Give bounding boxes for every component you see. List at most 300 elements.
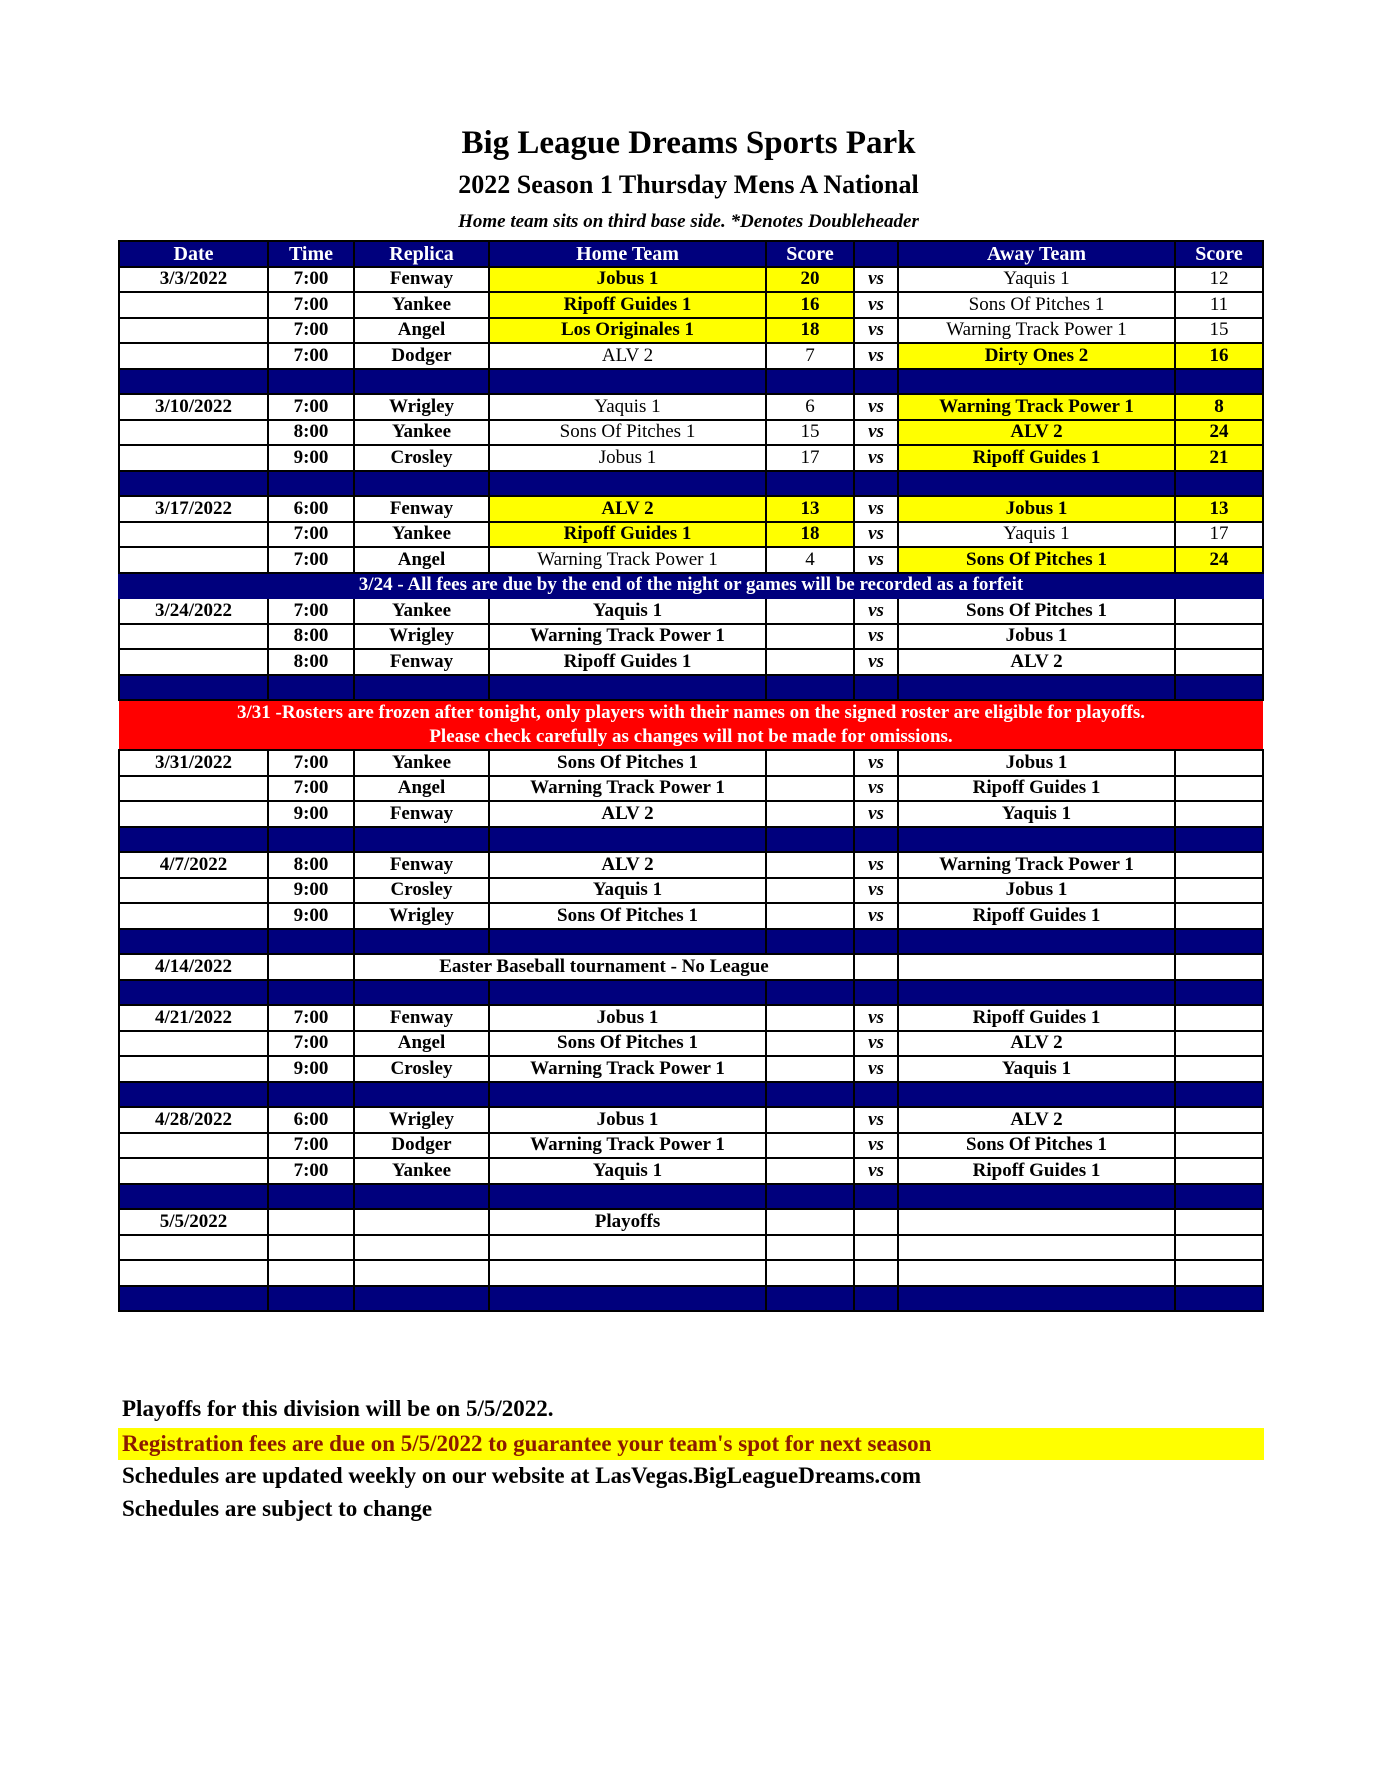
time-cell: 9:00 (268, 1056, 354, 1082)
away-score-cell (1175, 1005, 1263, 1031)
replica-cell: Angel (354, 547, 489, 573)
home-score-cell (766, 1133, 854, 1159)
spacer-cell (766, 980, 854, 1006)
away-team-cell: Jobus 1 (898, 496, 1175, 522)
home-score-cell (766, 598, 854, 624)
time-cell: 8:00 (268, 852, 354, 878)
spacer-cell (119, 675, 268, 701)
time-cell: 7:00 (268, 1031, 354, 1057)
spacer-cell (766, 1082, 854, 1108)
fees-notice-row (119, 573, 1263, 599)
spacer-cell (766, 369, 854, 395)
away-team-cell: Yaquis 1 (898, 801, 1175, 827)
replica-cell: Crosley (354, 1056, 489, 1082)
spacer-cell (1175, 827, 1263, 853)
empty-cell (766, 1260, 854, 1286)
home-score-cell (766, 1031, 854, 1057)
away-score-cell (1175, 1158, 1263, 1184)
replica-cell: Crosley (354, 878, 489, 904)
vs-cell: vs (854, 292, 898, 318)
empty-cell (268, 1260, 354, 1286)
home-score-cell: 18 (766, 522, 854, 548)
page-subtitle: 2022 Season 1 Thursday Mens A National (458, 170, 919, 199)
empty-cell (766, 1209, 854, 1235)
away-score-cell (1175, 878, 1263, 904)
spacer-cell (898, 980, 1175, 1006)
vs-cell: vs (854, 343, 898, 369)
empty-cell (1175, 1235, 1263, 1261)
footer-subject-to-change: Schedules are subject to change (122, 1496, 433, 1521)
home-score-cell (766, 801, 854, 827)
date-cell: 4/14/2022 (119, 954, 268, 980)
date-cell (119, 547, 268, 573)
spacer-cell (898, 369, 1175, 395)
date-cell: 3/17/2022 (119, 496, 268, 522)
replica-cell: Fenway (354, 852, 489, 878)
spacer-cell (1175, 369, 1263, 395)
away-team-cell: Warning Track Power 1 (898, 318, 1175, 344)
column-header-away-score: Score (1175, 241, 1263, 267)
spacer-cell (268, 369, 354, 395)
time-cell: 8:00 (268, 624, 354, 650)
away-team-cell: Yaquis 1 (898, 522, 1175, 548)
empty-cell (854, 1235, 898, 1261)
date-cell (119, 445, 268, 471)
home-score-cell: 15 (766, 420, 854, 446)
page-title: Big League Dreams Sports Park (461, 125, 916, 161)
spacer-row (119, 1184, 1263, 1210)
home-score-cell (766, 1005, 854, 1031)
home-team-cell: Jobus 1 (489, 267, 766, 293)
time-cell: 7:00 (268, 267, 354, 293)
home-score-cell (766, 878, 854, 904)
away-score-cell: 17 (1175, 522, 1263, 548)
empty-cell (119, 1235, 268, 1261)
spacer-row (119, 1286, 1263, 1312)
rosters-notice-line1: 3/31 -Rosters are frozen after tonight, only players with their names on the signed roster are eligible for playoffs. (119, 700, 1263, 725)
no-league-note: Easter Baseball tournament - No League (354, 954, 854, 980)
home-team-cell: Jobus 1 (489, 1005, 766, 1031)
away-team-cell: Yaquis 1 (898, 1056, 1175, 1082)
home-team-cell: Ripoff Guides 1 (489, 292, 766, 318)
spacer-cell (489, 827, 766, 853)
spacer-cell (268, 929, 354, 955)
time-cell: 7:00 (268, 343, 354, 369)
home-team-cell: ALV 2 (489, 852, 766, 878)
away-team-cell: ALV 2 (898, 649, 1175, 675)
replica-cell: Fenway (354, 801, 489, 827)
replica-cell: Dodger (354, 343, 489, 369)
home-score-cell: 20 (766, 267, 854, 293)
empty-cell (898, 1235, 1175, 1261)
spacer-cell (854, 1082, 898, 1108)
spacer-cell (268, 1286, 354, 1312)
home-team-cell: Warning Track Power 1 (489, 547, 766, 573)
away-team-cell: Warning Track Power 1 (898, 852, 1175, 878)
vs-cell: vs (854, 649, 898, 675)
date-cell (119, 1133, 268, 1159)
replica-cell: Yankee (354, 292, 489, 318)
home-score-cell: 7 (766, 343, 854, 369)
away-score-cell: 24 (1175, 420, 1263, 446)
date-cell: 3/3/2022 (119, 267, 268, 293)
date-cell (119, 649, 268, 675)
home-score-cell (766, 1107, 854, 1133)
home-team-cell: Sons Of Pitches 1 (489, 750, 766, 776)
game-row (119, 1005, 1263, 1031)
home-team-cell: Warning Track Power 1 (489, 776, 766, 802)
spacer-cell (854, 827, 898, 853)
away-team-cell: Jobus 1 (898, 624, 1175, 650)
home-team-cell: Yaquis 1 (489, 394, 766, 420)
vs-cell: vs (854, 903, 898, 929)
spacer-cell (119, 980, 268, 1006)
replica-cell: Dodger (354, 1133, 489, 1159)
empty-cell (489, 1235, 766, 1261)
away-score-cell (1175, 750, 1263, 776)
game-row (119, 598, 1263, 624)
empty-cell (854, 1209, 898, 1235)
away-team-cell: Sons Of Pitches 1 (898, 292, 1175, 318)
spacer-cell (119, 1286, 268, 1312)
column-header-time: Time (268, 241, 354, 267)
time-cell: 7:00 (268, 750, 354, 776)
spacer-row (119, 471, 1263, 497)
vs-cell: vs (854, 267, 898, 293)
away-score-cell (1175, 1107, 1263, 1133)
away-score-cell (1175, 1133, 1263, 1159)
vs-cell: vs (854, 801, 898, 827)
empty-cell (354, 1260, 489, 1286)
date-cell: 3/31/2022 (119, 750, 268, 776)
time-cell: 7:00 (268, 522, 354, 548)
away-score-cell: 24 (1175, 547, 1263, 573)
vs-cell: vs (854, 445, 898, 471)
game-row (119, 522, 1263, 548)
empty-cell (1175, 1260, 1263, 1286)
spacer-cell (898, 1082, 1175, 1108)
spacer-cell (898, 1184, 1175, 1210)
home-team-cell: ALV 2 (489, 496, 766, 522)
date-cell (119, 343, 268, 369)
date-cell (119, 624, 268, 650)
home-team-cell: Warning Track Power 1 (489, 1133, 766, 1159)
date-cell (119, 801, 268, 827)
spacer-cell (268, 471, 354, 497)
game-row (119, 1031, 1263, 1057)
spacer-cell (898, 675, 1175, 701)
date-cell: 3/24/2022 (119, 598, 268, 624)
empty-cell (354, 1235, 489, 1261)
home-score-cell (766, 852, 854, 878)
replica-cell: Fenway (354, 1005, 489, 1031)
spacer-cell (354, 1184, 489, 1210)
replica-cell: Fenway (354, 649, 489, 675)
empty-cell (268, 1235, 354, 1261)
replica-cell: Wrigley (354, 903, 489, 929)
vs-cell: vs (854, 1133, 898, 1159)
replica-cell: Wrigley (354, 394, 489, 420)
spacer-cell (489, 980, 766, 1006)
spacer-cell (1175, 675, 1263, 701)
time-cell: 7:00 (268, 1133, 354, 1159)
away-score-cell (1175, 624, 1263, 650)
replica-cell: Yankee (354, 522, 489, 548)
replica-cell: Fenway (354, 267, 489, 293)
away-score-cell (1175, 1056, 1263, 1082)
playoffs-row (119, 1209, 1263, 1235)
spacer-cell (854, 369, 898, 395)
home-score-cell: 6 (766, 394, 854, 420)
spacer-cell (1175, 929, 1263, 955)
home-team-cell: Yaquis 1 (489, 878, 766, 904)
header-row (119, 241, 1263, 267)
vs-cell: vs (854, 878, 898, 904)
time-cell: 6:00 (268, 496, 354, 522)
game-row (119, 1107, 1263, 1133)
game-row (119, 318, 1263, 344)
time-cell: 9:00 (268, 903, 354, 929)
vs-cell: vs (854, 1107, 898, 1133)
home-score-cell (766, 624, 854, 650)
spacer-cell (854, 980, 898, 1006)
spacer-cell (268, 980, 354, 1006)
spacer-cell (1175, 471, 1263, 497)
spacer-cell (354, 369, 489, 395)
time-cell: 9:00 (268, 801, 354, 827)
footer-playoffs: Playoffs for this division will be on 5/5/2022. (122, 1396, 554, 1421)
empty-row (119, 1260, 1263, 1286)
vs-cell: vs (854, 624, 898, 650)
column-header-date: Date (119, 241, 268, 267)
footer-registration: Registration fees are due on 5/5/2022 to guarantee your team's spot for next season (118, 1428, 1264, 1460)
replica-cell: Angel (354, 776, 489, 802)
game-row (119, 292, 1263, 318)
away-team-cell: Ripoff Guides 1 (898, 903, 1175, 929)
time-cell: 9:00 (268, 878, 354, 904)
away-score-cell (1175, 903, 1263, 929)
away-team-cell: Dirty Ones 2 (898, 343, 1175, 369)
replica-cell: Yankee (354, 598, 489, 624)
vs-cell: vs (854, 522, 898, 548)
vs-cell: vs (854, 1158, 898, 1184)
replica-cell: Angel (354, 1031, 489, 1057)
date-cell: 4/28/2022 (119, 1107, 268, 1133)
away-team-cell: Sons Of Pitches 1 (898, 1133, 1175, 1159)
away-team-cell: ALV 2 (898, 1107, 1175, 1133)
home-score-cell (766, 903, 854, 929)
time-cell: 7:00 (268, 598, 354, 624)
time-cell: 8:00 (268, 649, 354, 675)
away-score-cell (1175, 852, 1263, 878)
home-team-cell: Jobus 1 (489, 445, 766, 471)
date-cell (119, 903, 268, 929)
spacer-cell (119, 1184, 268, 1210)
no-league-row (119, 954, 1263, 980)
empty-cell (854, 1260, 898, 1286)
home-team-cell: Yaquis 1 (489, 598, 766, 624)
spacer-cell (766, 827, 854, 853)
replica-cell: Wrigley (354, 1107, 489, 1133)
date-cell (119, 318, 268, 344)
date-cell: 5/5/2022 (119, 1209, 268, 1235)
replica-cell: Yankee (354, 750, 489, 776)
rosters-notice-row (119, 725, 1263, 750)
spacer-cell (354, 980, 489, 1006)
home-score-cell (766, 1158, 854, 1184)
vs-cell: vs (854, 852, 898, 878)
spacer-cell (119, 471, 268, 497)
spacer-row (119, 675, 1263, 701)
spacer-cell (766, 471, 854, 497)
home-score-cell: 13 (766, 496, 854, 522)
game-row (119, 496, 1263, 522)
spacer-cell (854, 1286, 898, 1312)
spacer-row (119, 369, 1263, 395)
spacer-cell (854, 471, 898, 497)
column-header-away-team: Away Team (898, 241, 1175, 267)
home-score-cell: 18 (766, 318, 854, 344)
column-header-home-team: Home Team (489, 241, 766, 267)
game-row (119, 394, 1263, 420)
away-score-cell (1175, 954, 1263, 980)
home-team-cell: Sons Of Pitches 1 (489, 1031, 766, 1057)
empty-cell (489, 1260, 766, 1286)
home-team-cell: Sons Of Pitches 1 (489, 903, 766, 929)
time-cell: 8:00 (268, 420, 354, 446)
home-score-cell (766, 1056, 854, 1082)
home-team-cell: Ripoff Guides 1 (489, 649, 766, 675)
spacer-cell (119, 929, 268, 955)
game-row (119, 420, 1263, 446)
schedule-body (119, 267, 1263, 1312)
date-cell (119, 1031, 268, 1057)
spacer-cell (1175, 980, 1263, 1006)
home-score-cell (766, 776, 854, 802)
game-row (119, 903, 1263, 929)
empty-cell (898, 1260, 1175, 1286)
spacer-cell (489, 675, 766, 701)
spacer-cell (1175, 1286, 1263, 1312)
date-cell (119, 878, 268, 904)
date-cell: 4/7/2022 (119, 852, 268, 878)
game-row (119, 1056, 1263, 1082)
time-cell: 7:00 (268, 1005, 354, 1031)
away-score-cell: 8 (1175, 394, 1263, 420)
replica-cell: Angel (354, 318, 489, 344)
spacer-row (119, 929, 1263, 955)
spacer-cell (354, 471, 489, 497)
spacer-cell (854, 929, 898, 955)
spacer-cell (354, 827, 489, 853)
home-team-cell: Warning Track Power 1 (489, 624, 766, 650)
rosters-notice-row (119, 700, 1263, 725)
date-cell (119, 776, 268, 802)
time-cell: 6:00 (268, 1107, 354, 1133)
game-row (119, 776, 1263, 802)
game-row (119, 852, 1263, 878)
home-team-cell: Jobus 1 (489, 1107, 766, 1133)
spacer-cell (898, 827, 1175, 853)
spacer-cell (489, 369, 766, 395)
away-score-cell: 13 (1175, 496, 1263, 522)
home-team-cell: Los Originales 1 (489, 318, 766, 344)
game-row (119, 547, 1263, 573)
spacer-cell (119, 1082, 268, 1108)
spacer-cell (854, 675, 898, 701)
away-score-cell (1175, 649, 1263, 675)
home-score-cell: 17 (766, 445, 854, 471)
home-score-cell (766, 649, 854, 675)
date-cell: 4/21/2022 (119, 1005, 268, 1031)
away-score-cell (1175, 801, 1263, 827)
time-cell: 7:00 (268, 1158, 354, 1184)
spacer-cell (489, 1082, 766, 1108)
time-cell (268, 954, 354, 980)
vs-cell: vs (854, 394, 898, 420)
home-score-cell (766, 750, 854, 776)
spacer-cell (766, 1184, 854, 1210)
away-score-cell: 15 (1175, 318, 1263, 344)
time-cell: 7:00 (268, 318, 354, 344)
vs-cell: vs (854, 1005, 898, 1031)
spacer-cell (854, 1184, 898, 1210)
spacer-cell (119, 369, 268, 395)
empty-row (119, 1235, 1263, 1261)
away-score-cell: 12 (1175, 267, 1263, 293)
game-row (119, 1158, 1263, 1184)
spacer-cell (1175, 1082, 1263, 1108)
empty-cell (898, 1209, 1175, 1235)
away-team-cell: Sons Of Pitches 1 (898, 598, 1175, 624)
spacer-cell (268, 827, 354, 853)
vs-cell: vs (854, 420, 898, 446)
away-team-cell (898, 954, 1175, 980)
time-cell: 7:00 (268, 292, 354, 318)
home-team-cell: Warning Track Power 1 (489, 1056, 766, 1082)
replica-cell: Crosley (354, 445, 489, 471)
game-row (119, 649, 1263, 675)
spacer-cell (766, 1286, 854, 1312)
away-team-cell: ALV 2 (898, 420, 1175, 446)
replica-cell: Fenway (354, 496, 489, 522)
away-score-cell: 11 (1175, 292, 1263, 318)
replica-cell: Yankee (354, 420, 489, 446)
home-team-cell: Yaquis 1 (489, 1158, 766, 1184)
fees-notice: 3/24 - All fees are due by the end of the night or games will be recorded as a forfeit (119, 573, 1263, 599)
column-header-replica: Replica (354, 241, 489, 267)
column-header-vs (854, 241, 898, 267)
spacer-cell (898, 929, 1175, 955)
time-cell: 7:00 (268, 776, 354, 802)
vs-cell: vs (854, 1031, 898, 1057)
game-row (119, 750, 1263, 776)
home-score-cell: 16 (766, 292, 854, 318)
spacer-cell (489, 471, 766, 497)
away-team-cell: Ripoff Guides 1 (898, 776, 1175, 802)
spacer-cell (898, 471, 1175, 497)
spacer-cell (268, 675, 354, 701)
spacer-cell (1175, 1184, 1263, 1210)
spacer-cell (489, 1286, 766, 1312)
date-cell (119, 292, 268, 318)
empty-cell (766, 1235, 854, 1261)
spacer-row (119, 827, 1263, 853)
spacer-cell (268, 1082, 354, 1108)
date-cell (119, 1056, 268, 1082)
game-row (119, 801, 1263, 827)
replica-cell: Wrigley (354, 624, 489, 650)
